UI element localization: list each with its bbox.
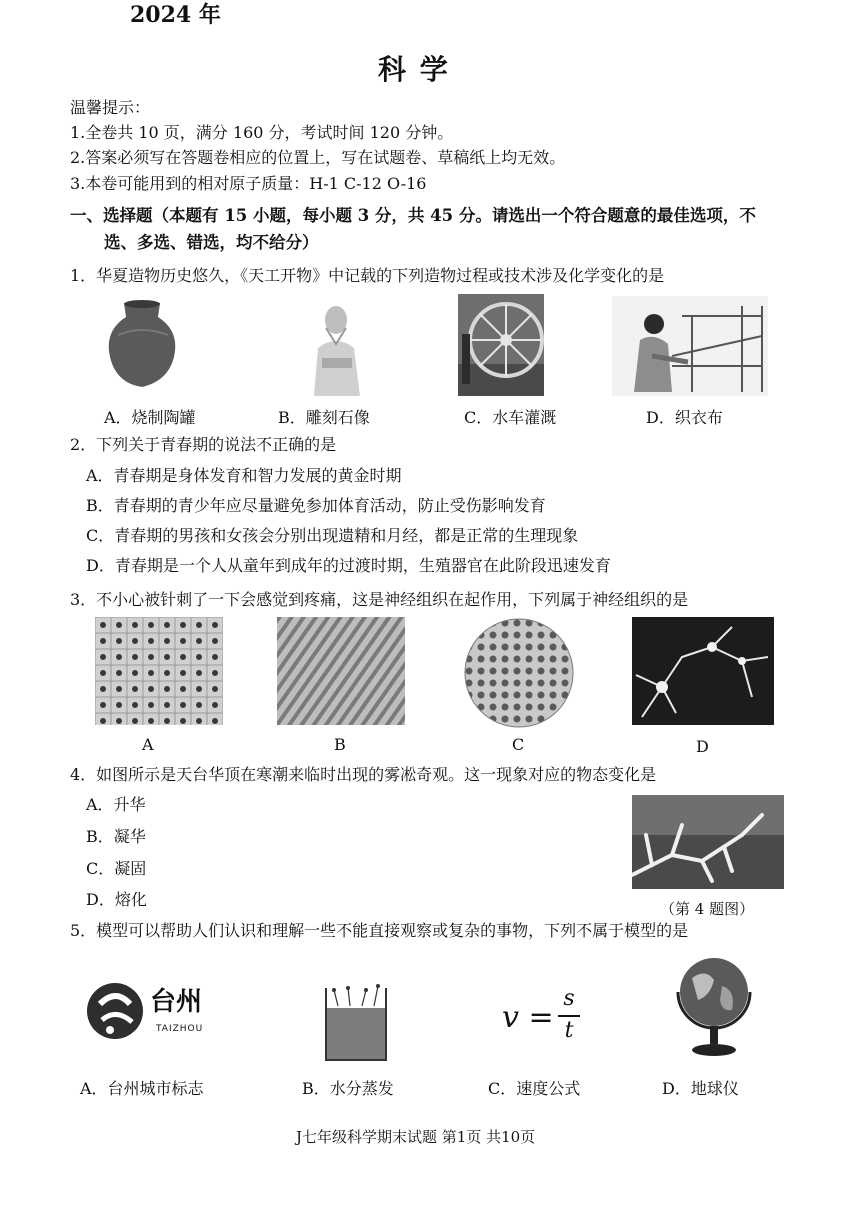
formula-lhs: v =	[502, 1000, 554, 1035]
tissue-a-image	[95, 617, 223, 725]
taizhou-logo-icon	[86, 980, 144, 1042]
formula-numerator: s	[563, 986, 575, 1011]
q5-option-b: B．水分蒸发	[302, 1079, 394, 1098]
weaving-image	[612, 296, 768, 396]
rime-photo	[632, 795, 784, 889]
q5-option-a: A．台州城市标志	[80, 1079, 204, 1098]
logo-subtext: TAIZHOU	[156, 1024, 204, 1034]
question-1-stem: 1．华夏造物历史悠久，《天工开物》中记载的下列造物过程或技术涉及化学变化的是	[70, 266, 665, 285]
tissue-d-image	[632, 617, 774, 725]
q1-option-c: C．水车灌溉	[464, 408, 557, 427]
q1-option-a: A．烧制陶罐	[104, 408, 196, 427]
tip-item: 1.全卷共 10 页，满分 160 分，考试时间 120 分钟。	[70, 123, 454, 142]
tips-heading: 温馨提示：	[70, 98, 151, 117]
q3-option-d: D	[696, 737, 709, 756]
q2-option-d: D．青春期是一个人从童年到成年的过渡时期，生殖器官在此阶段迅速发育	[86, 556, 611, 575]
q5-option-c: C．速度公式	[488, 1079, 581, 1098]
tissue-b-image	[277, 617, 405, 725]
question-4-stem: 4．如图所示是天台华顶在寒潮来临时出现的雾凇奇观。这一现象对应的物态变化是	[70, 765, 657, 784]
q2-option-a: A．青春期是身体发育和智力发展的黄金时期	[86, 466, 402, 485]
question-3-stem: 3．不小心被针刺了一下会感觉到疼痛，这是神经组织在起作用，下列属于神经组织的是	[70, 590, 689, 609]
q5-option-d: D．地球仪	[662, 1079, 739, 1098]
page-title: 科 学	[378, 53, 450, 86]
section-heading: 一、选择题（本题有 15 小题，每小题 3 分，共 45 分。请选出一个符合题意的最佳选项，不	[70, 206, 756, 225]
q1-option-d: D．织衣布	[646, 408, 723, 427]
q2-option-b: B．青春期的青少年应尽量避免参加体育活动，防止受伤影响发育	[86, 496, 546, 515]
tip-item: 2.答案必须写在答题卷相应的位置上，写在试题卷、草稿纸上均无效。	[70, 148, 566, 167]
q1-option-b: B．雕刻石像	[278, 408, 370, 427]
formula-denominator: t	[564, 1018, 574, 1043]
globe-image	[670, 950, 760, 1060]
q2-option-c: C．青春期的男孩和女孩会分别出现遗精和月经，都是正常的生理现象	[86, 526, 579, 545]
q3-option-c: C	[512, 735, 525, 754]
q3-option-a: A	[142, 735, 154, 754]
fraction-bar	[558, 1015, 580, 1017]
q4-option-b: B．凝华	[86, 827, 146, 846]
tip-item: 3.本卷可能用到的相对原子质量：H-1 C-12 O-16	[70, 174, 427, 193]
q4-option-c: C．凝固	[86, 859, 147, 878]
pottery-jar-image	[98, 295, 184, 395]
q4-option-a: A．升华	[86, 795, 146, 814]
tissue-c-image	[463, 617, 575, 729]
stone-statue-image	[300, 298, 370, 396]
waterwheel-image	[458, 294, 544, 396]
header-fragment: 2024 年	[130, 2, 221, 28]
section-heading-cont: 选、多选、错选，均不给分）	[104, 233, 319, 252]
page-footer: J七年级科学期末试题 第1页 共10页	[296, 1128, 536, 1146]
q3-option-b: B	[334, 735, 346, 754]
beaker-evaporation-image	[320, 978, 392, 1064]
figure-4-caption: （第 4 题图）	[660, 900, 755, 918]
q4-option-d: D．熔化	[86, 890, 147, 909]
question-5-stem: 5．模型可以帮助人们认识和理解一些不能直接观察或复杂的事物，下列不属于模型的是	[70, 921, 689, 940]
question-2-stem: 2．下列关于青春期的说法不正确的是	[70, 435, 337, 454]
logo-text: 台州	[150, 987, 203, 1017]
